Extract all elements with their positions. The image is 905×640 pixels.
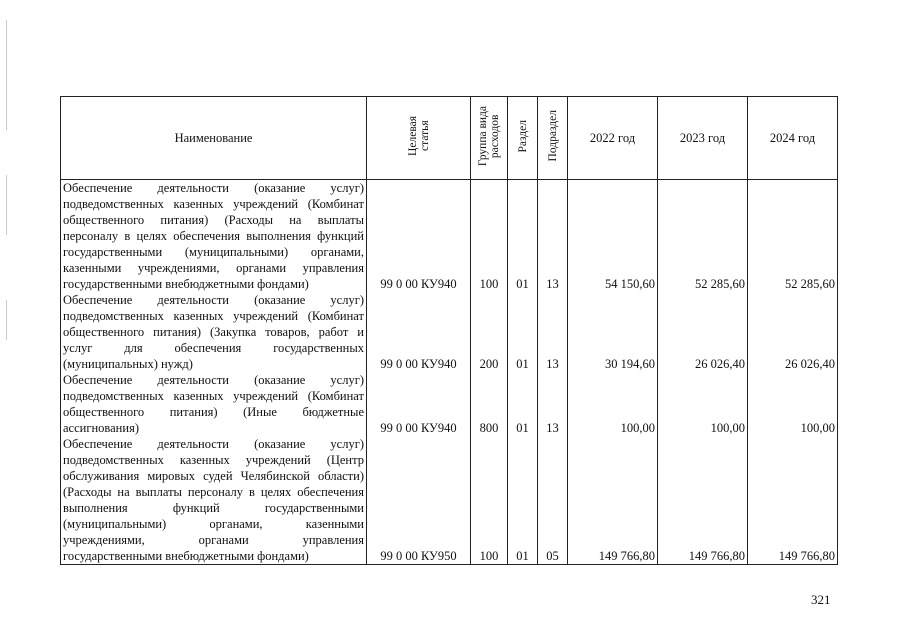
col-header-subsection — [538, 97, 568, 180]
row-section: 01 — [508, 180, 538, 293]
budget-table — [60, 96, 838, 565]
row-amount-2023: 52 285,60 — [658, 180, 748, 293]
row-target-article: 99 0 00 КУ950 — [367, 436, 471, 565]
row-amount-2022: 100,00 — [568, 372, 658, 436]
row-amount-2024: 149 766,80 — [748, 436, 838, 565]
row-target-article: 99 0 00 КУ940 — [367, 292, 471, 372]
col-header-subsection-text: Подраздел — [546, 110, 559, 162]
row-amount-2023: 26 026,40 — [658, 292, 748, 372]
col-header-section — [508, 97, 538, 180]
row-amount-2022: 54 150,60 — [568, 180, 658, 293]
row-subsection: 05 — [538, 436, 568, 565]
row-expense-group: 800 — [471, 372, 508, 436]
row-expense-group: 100 — [471, 180, 508, 293]
row-target-article: 99 0 00 КУ940 — [367, 372, 471, 436]
row-amount-2022: 30 194,60 — [568, 292, 658, 372]
row-subsection: 13 — [538, 372, 568, 436]
row-subsection: 13 — [538, 292, 568, 372]
row-expense-group: 200 — [471, 292, 508, 372]
scan-margin-line — [6, 300, 7, 340]
row-section: 01 — [508, 292, 538, 372]
col-header-expense-group — [471, 97, 508, 180]
col-header-expense-group-text: Группа вида расходов — [477, 105, 501, 167]
row-amount-2024: 100,00 — [748, 372, 838, 436]
col-header-2022: 2022 год — [568, 97, 658, 180]
row-section: 01 — [508, 372, 538, 436]
table-row — [61, 436, 838, 565]
row-name: Обеспечение деятельности (оказание услуг) подведомственных казенных учреждений (Центр обслуживания мировых судей Челябинской области) (Расходы на выплаты персоналу в целях обеспечения выполнения функций государственными (муниципальными) органами, казенными учреждениями, органами управления государственными внебюджетными фондами) — [61, 436, 367, 565]
col-header-name: Наименование — [61, 97, 367, 180]
row-amount-2023: 149 766,80 — [658, 436, 748, 565]
scan-margin-line — [6, 175, 7, 235]
row-subsection: 13 — [538, 180, 568, 293]
col-header-section-text: Раздел — [516, 119, 529, 153]
page-number: 321 — [811, 592, 831, 607]
scan-margin-line — [6, 20, 7, 130]
row-name: Обеспечение деятельности (оказание услуг) подведомственных казенных учреждений (Комбинат общественного питания) (Расходы на выплаты персоналу в целях обеспечения выполнения функций государственными (муниципальными) органами, казенными учреждениями, органами управления государственными внебюджетными фондами) — [61, 180, 367, 293]
row-expense-group: 100 — [471, 436, 508, 565]
table-header-row — [61, 97, 838, 180]
row-name: Обеспечение деятельности (оказание услуг) подведомственных казенных учреждений (Комбинат общественного питания) (Иные бюджетные ассигнования) — [61, 372, 367, 436]
col-header-target-article — [367, 97, 471, 180]
table-row — [61, 372, 838, 436]
row-target-article: 99 0 00 КУ940 — [367, 180, 471, 293]
col-header-2024: 2024 год — [748, 97, 838, 180]
table-row — [61, 180, 838, 293]
table-row — [61, 292, 838, 372]
row-amount-2024: 52 285,60 — [748, 180, 838, 293]
row-amount-2023: 100,00 — [658, 372, 748, 436]
row-name: Обеспечение деятельности (оказание услуг) подведомственных казенных учреждений (Комбинат общественного питания) (Закупка товаров, работ и услуг для обеспечения государственных (муниципальных) нужд) — [61, 292, 367, 372]
col-header-2023: 2023 год — [658, 97, 748, 180]
row-amount-2024: 26 026,40 — [748, 292, 838, 372]
row-section: 01 — [508, 436, 538, 565]
col-header-target-article-text: Целевая статья — [406, 116, 431, 156]
row-amount-2022: 149 766,80 — [568, 436, 658, 565]
